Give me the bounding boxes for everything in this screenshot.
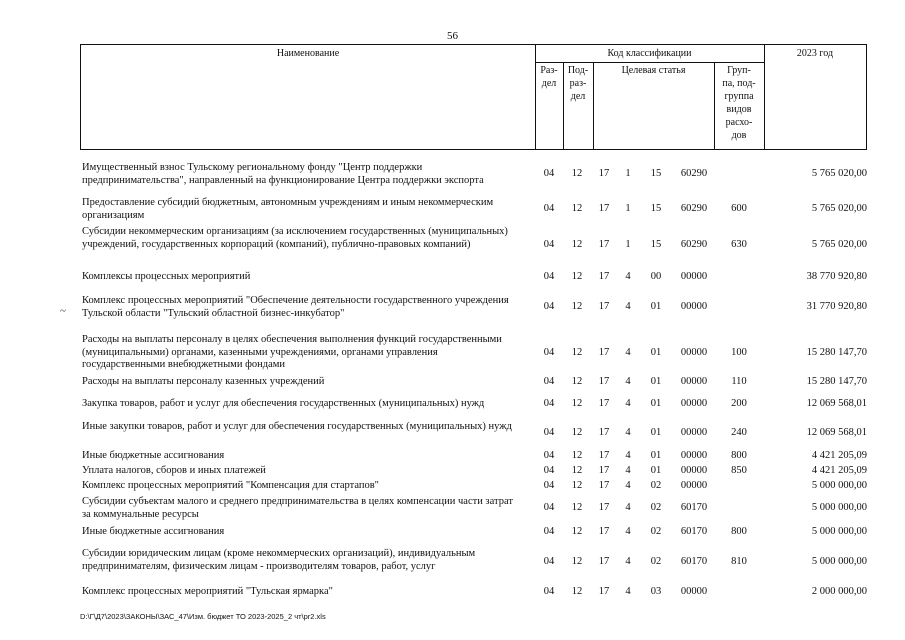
row-code: 00000 [680, 586, 708, 597]
row-razdel: 04 [543, 480, 555, 491]
row-item: 01 [650, 398, 662, 409]
row-razdel: 04 [543, 586, 555, 597]
header-celevaya: Целевая статья [621, 65, 686, 76]
row-podrazdel: 12 [571, 502, 583, 513]
row-name: Предоставление субсидий бюджетным, автономным учреждениям и иным некоммерческим организациям [82, 197, 494, 221]
row-program: 17 [598, 526, 610, 537]
row-subprogram: 4 [625, 301, 631, 312]
row-subprogram: 4 [625, 556, 631, 567]
row-expense-type: 810 [731, 556, 747, 567]
row-name: Имущественный взнос Тульскому региональному фонду "Центр поддержки предпринимательства", направленный на функционирование Центра поддержки экспорта [82, 162, 484, 186]
row-podrazdel: 12 [571, 168, 583, 179]
row-podrazdel: 12 [571, 347, 583, 358]
row-subprogram: 4 [625, 465, 631, 476]
row-item: 00 [650, 271, 662, 282]
row-item: 01 [650, 376, 662, 387]
row-name: Иные бюджетные ассигнования [82, 526, 225, 537]
row-razdel: 04 [543, 556, 555, 567]
row-subprogram: 4 [625, 398, 631, 409]
row-program: 17 [598, 586, 610, 597]
row-expense-type: 100 [731, 347, 747, 358]
divider [535, 45, 536, 149]
row-podrazdel: 12 [571, 376, 583, 387]
row-amount: 4 421 205,09 [811, 465, 867, 476]
row-program: 17 [598, 427, 610, 438]
row-amount: 5 765 020,00 [811, 239, 867, 250]
row-item: 02 [650, 480, 662, 491]
row-item: 03 [650, 586, 662, 597]
row-item: 02 [650, 526, 662, 537]
row-name: Комплекс процессных мероприятий "Компенсация для стартапов" [82, 480, 379, 491]
row-item: 15 [650, 203, 662, 214]
row-podrazdel: 12 [571, 526, 583, 537]
header-year: 2023 год [796, 48, 834, 59]
row-code: 60170 [680, 502, 708, 513]
row-subprogram: 4 [625, 450, 631, 461]
row-podrazdel: 12 [571, 480, 583, 491]
row-name: Субсидии юридическим лицам (кроме некоммерческих организаций), индивидуальным предпринимателям, физическим лицам - производителям товаров, работ, услуг [82, 548, 476, 572]
row-code: 00000 [680, 376, 708, 387]
row-name: Уплата налогов, сборов и иных платежей [82, 465, 266, 476]
row-podrazdel: 12 [571, 271, 583, 282]
table-header [80, 44, 867, 150]
row-subprogram: 4 [625, 347, 631, 358]
row-item: 01 [650, 427, 662, 438]
row-program: 17 [598, 398, 610, 409]
row-amount: 5 000 000,00 [811, 502, 867, 513]
row-program: 17 [598, 556, 610, 567]
row-podrazdel: 12 [571, 556, 583, 567]
row-code: 00000 [680, 465, 708, 476]
row-razdel: 04 [543, 376, 555, 387]
row-amount: 5 000 000,00 [811, 526, 867, 537]
row-expense-type: 630 [731, 239, 747, 250]
row-program: 17 [598, 502, 610, 513]
row-program: 17 [598, 347, 610, 358]
row-subprogram: 4 [625, 376, 631, 387]
row-item: 01 [650, 347, 662, 358]
row-code: 60170 [680, 526, 708, 537]
header-code: Код классификации [607, 48, 692, 59]
row-razdel: 04 [543, 526, 555, 537]
row-razdel: 04 [543, 427, 555, 438]
row-name: Иные закупки товаров, работ и услуг для обеспечения государственных (муниципальных) нужд [82, 421, 512, 432]
row-podrazdel: 12 [571, 586, 583, 597]
row-amount: 15 280 147,70 [806, 347, 867, 358]
row-code: 00000 [680, 427, 708, 438]
row-program: 17 [598, 376, 610, 387]
row-podrazdel: 12 [571, 427, 583, 438]
row-podrazdel: 12 [571, 465, 583, 476]
row-item: 02 [650, 556, 662, 567]
margin-mark: ~ [60, 305, 66, 317]
row-program: 17 [598, 203, 610, 214]
header-vid: Груп- па, под- группа видов расхо- дов [722, 65, 756, 141]
row-name: Расходы на выплаты персоналу в целях обеспечения выполнения функций государственными (муниципальными) органами, казенными учреждениями, органами управления государственными внебюджетными фондами [82, 334, 502, 370]
row-program: 17 [598, 239, 610, 250]
row-code: 60290 [680, 239, 708, 250]
row-razdel: 04 [543, 239, 555, 250]
row-program: 17 [598, 480, 610, 491]
row-code: 00000 [680, 450, 708, 461]
row-amount: 4 421 205,09 [811, 450, 867, 461]
row-subprogram: 4 [625, 586, 631, 597]
row-razdel: 04 [543, 450, 555, 461]
row-expense-type: 800 [731, 526, 747, 537]
row-code: 00000 [680, 347, 708, 358]
row-podrazdel: 12 [571, 398, 583, 409]
row-amount: 5 000 000,00 [811, 480, 867, 491]
row-podrazdel: 12 [571, 301, 583, 312]
row-item: 01 [650, 301, 662, 312]
row-subprogram: 1 [625, 239, 631, 250]
row-amount: 5 000 000,00 [811, 556, 867, 567]
row-program: 17 [598, 301, 610, 312]
divider [764, 45, 765, 149]
row-item: 01 [650, 465, 662, 476]
row-expense-type: 240 [731, 427, 747, 438]
row-name: Комплекс процессных мероприятий "Тульская ярмарка" [82, 586, 333, 597]
row-razdel: 04 [543, 347, 555, 358]
row-subprogram: 1 [625, 168, 631, 179]
row-name: Субсидии субъектам малого и среднего предпринимательства в целях компенсации части затрат за коммунальные ресурсы [82, 496, 513, 520]
row-name: Расходы на выплаты персоналу казенных учреждений [82, 376, 325, 387]
page-number: 56 [447, 30, 458, 42]
row-amount: 12 069 568,01 [806, 398, 867, 409]
row-code: 00000 [680, 398, 708, 409]
row-item: 02 [650, 502, 662, 513]
row-podrazdel: 12 [571, 239, 583, 250]
header-podrazdel: Под- раз- дел [567, 65, 589, 102]
row-amount: 31 770 920,80 [806, 301, 867, 312]
row-item: 01 [650, 450, 662, 461]
row-razdel: 04 [543, 168, 555, 179]
row-subprogram: 1 [625, 203, 631, 214]
row-program: 17 [598, 271, 610, 282]
row-code: 00000 [680, 480, 708, 491]
row-program: 17 [598, 450, 610, 461]
row-name: Субсидии некоммерческим организациям (за исключением государственных (муниципальных) учреждений, государственных корпораций (компаний), публично-правовых компаний) [82, 226, 508, 250]
row-subprogram: 4 [625, 480, 631, 491]
row-subprogram: 4 [625, 271, 631, 282]
row-code: 60290 [680, 203, 708, 214]
row-item: 15 [650, 168, 662, 179]
row-razdel: 04 [543, 465, 555, 476]
row-name: Закупка товаров, работ и услуг для обеспечения государственных (муниципальных) нужд [82, 398, 485, 409]
row-amount: 12 069 568,01 [806, 427, 867, 438]
row-code: 60170 [680, 556, 708, 567]
row-program: 17 [598, 465, 610, 476]
row-razdel: 04 [543, 301, 555, 312]
file-path-footer: D:\Г\Д7\2023\ЗАКОНЫ\ЗАС_47\Изм. бюджет ТО 2023-2025_2 чт\pr2.xls [80, 612, 326, 621]
row-expense-type: 600 [731, 203, 747, 214]
row-amount: 5 765 020,00 [811, 168, 867, 179]
row-amount: 15 280 147,70 [806, 376, 867, 387]
row-subprogram: 4 [625, 427, 631, 438]
row-subprogram: 4 [625, 526, 631, 537]
row-expense-type: 110 [731, 376, 747, 387]
row-razdel: 04 [543, 502, 555, 513]
row-amount: 5 765 020,00 [811, 203, 867, 214]
row-name: Комплексы процессных мероприятий [82, 271, 251, 282]
row-amount: 2 000 000,00 [811, 586, 867, 597]
row-razdel: 04 [543, 203, 555, 214]
row-item: 15 [650, 239, 662, 250]
row-program: 17 [598, 168, 610, 179]
row-name: Иные бюджетные ассигнования [82, 450, 225, 461]
row-expense-type: 850 [731, 465, 747, 476]
header-name: Наименование [276, 48, 340, 59]
row-subprogram: 4 [625, 502, 631, 513]
row-podrazdel: 12 [571, 203, 583, 214]
row-razdel: 04 [543, 398, 555, 409]
row-code: 00000 [680, 301, 708, 312]
row-expense-type: 200 [731, 398, 747, 409]
divider [535, 62, 764, 63]
row-expense-type: 800 [731, 450, 747, 461]
row-code: 60290 [680, 168, 708, 179]
header-razdel: Раз- дел [540, 65, 558, 89]
row-code: 00000 [680, 271, 708, 282]
row-name: Комплекс процессных мероприятий "Обеспечение деятельности государственного учреждения Тульской области "Тульский областной бизнес-инкубатор" [82, 295, 509, 319]
row-amount: 38 770 920,80 [806, 271, 867, 282]
row-razdel: 04 [543, 271, 555, 282]
row-podrazdel: 12 [571, 450, 583, 461]
